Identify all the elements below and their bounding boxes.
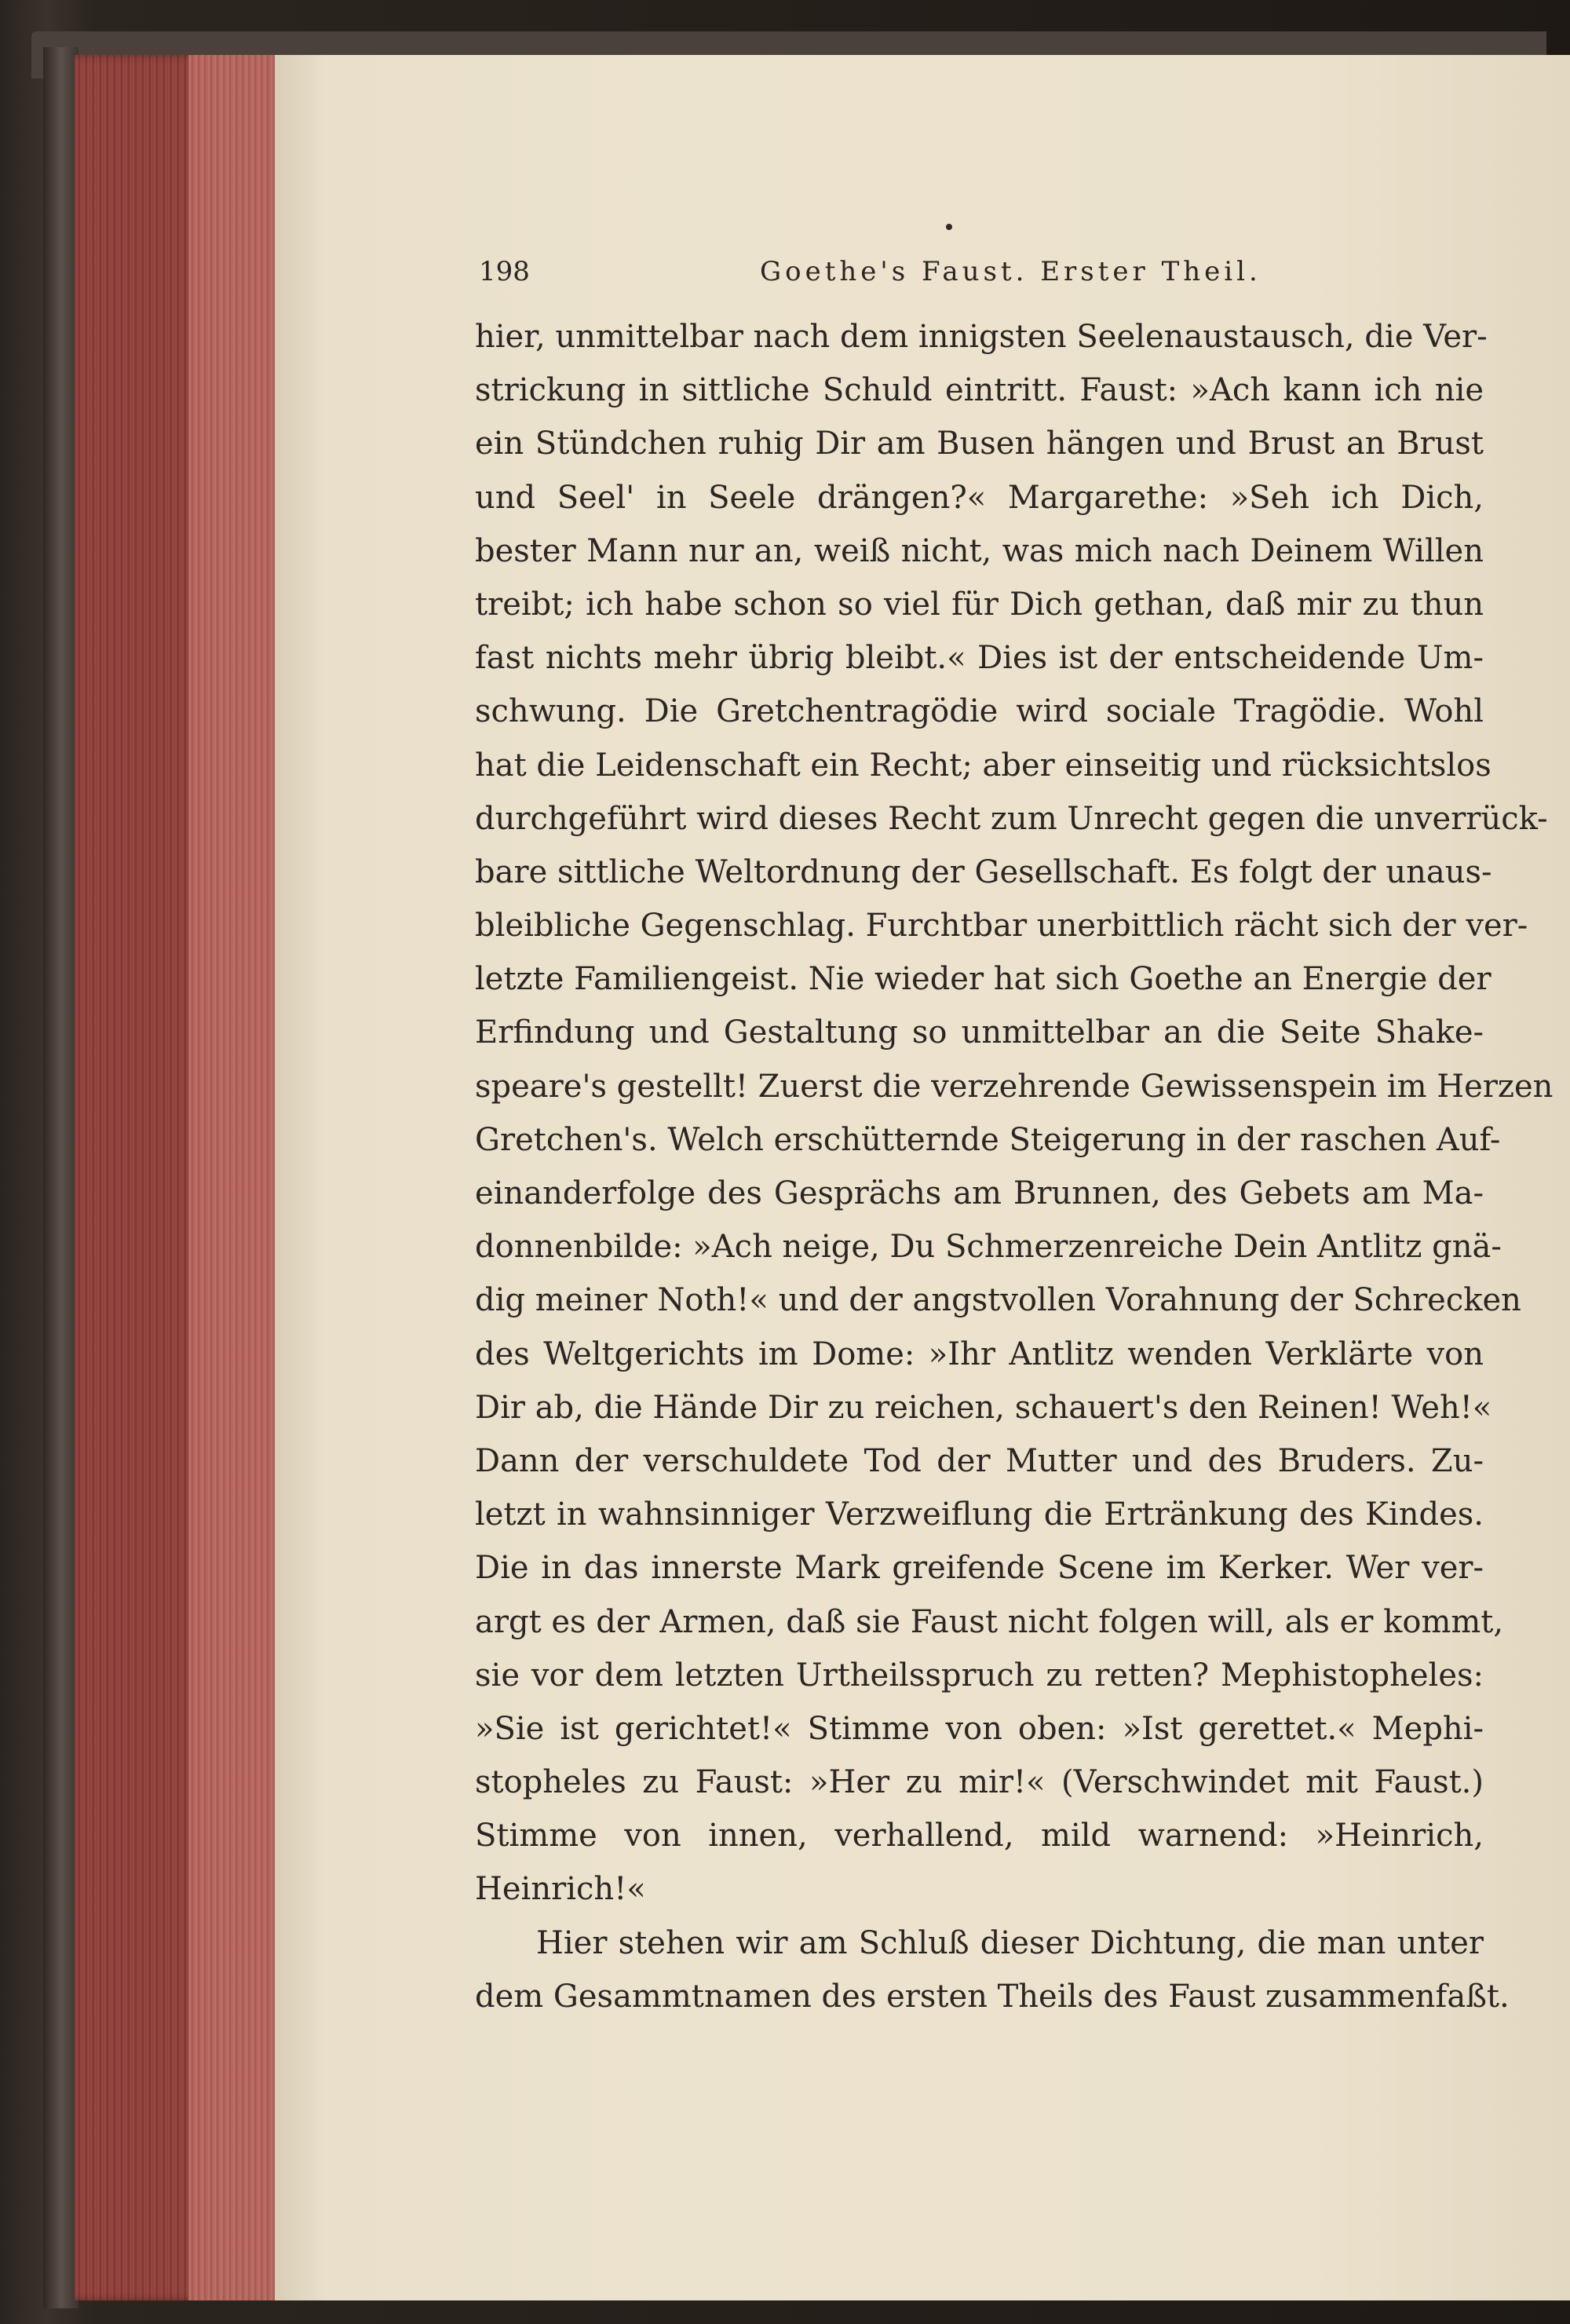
ink-speck	[946, 224, 952, 230]
text-line: hier, unmittelbar nach dem innigsten Seelenaustausch, die Ver-	[475, 319, 1488, 355]
text-line: stopheles zu Faust: »Her zu mir!« (Verschwindet mit Faust.)	[475, 1764, 1484, 1801]
text-line: hat die Leidenschaft ein Recht; aber einseitig und rücksichtslos	[475, 747, 1492, 784]
text-line: strickung in sittliche Schuld eintritt. Faust: »Ach kann ich nie	[475, 372, 1484, 409]
text-line: durchgeführt wird dieses Recht zum Unrecht gegen die unverrück-	[475, 800, 1548, 837]
text-line: Gretchen's. Welch erschütternde Steigerung in der raschen Auf-	[475, 1121, 1501, 1158]
text-line: Stimme von innen, verhallend, mild warnend: »Heinrich,	[475, 1818, 1484, 1854]
text-line: letzte Familiengeist. Nie wieder hat sich Goethe an Energie der	[475, 961, 1492, 998]
text-line: sie vor dem letzten Urtheilsspruch zu retten? Mephistopheles:	[475, 1657, 1484, 1694]
text-line: dem Gesammtnamen des ersten Theils des Faust zusammenfaßt.	[475, 1978, 1510, 2015]
paragraph-first-line: Hier stehen wir am Schluß dieser Dichtung, die man unter	[536, 1924, 1484, 1961]
text-line: »Sie ist gerichtet!« Stimme von oben: »Ist gerettet.« Mephi-	[475, 1710, 1484, 1747]
text-line: treibt; ich habe schon so viel für Dich gethan, daß mir zu thun	[475, 586, 1484, 623]
text-line: und Seel' in Seele drängen?« Margarethe: »Seh ich Dich,	[475, 479, 1484, 516]
text-line: fast nichts mehr übrig bleibt.« Dies ist der entscheidende Um-	[475, 640, 1484, 677]
page-edges-red-inner	[188, 55, 275, 2300]
text-line: ein Stündchen ruhig Dir am Busen hängen und Brust an Brust	[475, 426, 1484, 462]
text-line: bleibliche Gegenschlag. Furchtbar unerbittlich rächt sich der ver-	[475, 908, 1528, 945]
text-line: schwung. Die Gretchentragödie wird sociale Tragödie. Wohl	[475, 693, 1484, 730]
text-line: Dir ab, die Hände Dir zu reichen, schauert's den Reinen! Weh!«	[475, 1389, 1492, 1426]
text-line: Die in das innerste Mark greifende Scene im Kerker. Wer ver-	[475, 1550, 1484, 1587]
text-line: bare sittliche Weltordnung der Gesellschaft. Es folgt der unaus-	[475, 853, 1492, 890]
text-line: Dann der verschuldete Tod der Mutter und des Bruders. Zu-	[475, 1442, 1484, 1479]
body-text	[475, 310, 1554, 2023]
text-line: letzt in wahnsinniger Verzweiflung die Ertränkung des Kindes.	[475, 1496, 1484, 1533]
text-line: Heinrich!«	[475, 1871, 646, 1908]
page-number: 198	[479, 256, 530, 287]
text-line: argt es der Armen, daß sie Faust nicht folgen will, als er kommt,	[475, 1603, 1504, 1640]
running-head: Goethe's Faust. Erster Theil.	[760, 256, 1261, 287]
text-line: bester Mann nur an, weiß nicht, was mich nach Deinem Willen	[475, 532, 1484, 569]
text-line: einanderfolge des Gesprächs am Brunnen, des Gebets am Ma-	[475, 1175, 1484, 1211]
text-line: speare's gestellt! Zuerst die verzehrende Gewissenspein im Herzen	[475, 1068, 1554, 1105]
text-line: donnenbilde: »Ach neige, Du Schmerzenreiche Dein Antlitz gnä-	[475, 1229, 1502, 1266]
text-line: dig meiner Noth!« und der angstvollen Vorahnung der Schrecken	[475, 1282, 1521, 1319]
text-line: Erfindung und Gestaltung so unmittelbar an die Seite Shake-	[475, 1014, 1484, 1051]
page-header	[479, 256, 1280, 295]
text-line: des Weltgerichts im Dome: »Ihr Antlitz wenden Verklärte von	[475, 1336, 1484, 1372]
book-spine-edge	[43, 47, 78, 2308]
